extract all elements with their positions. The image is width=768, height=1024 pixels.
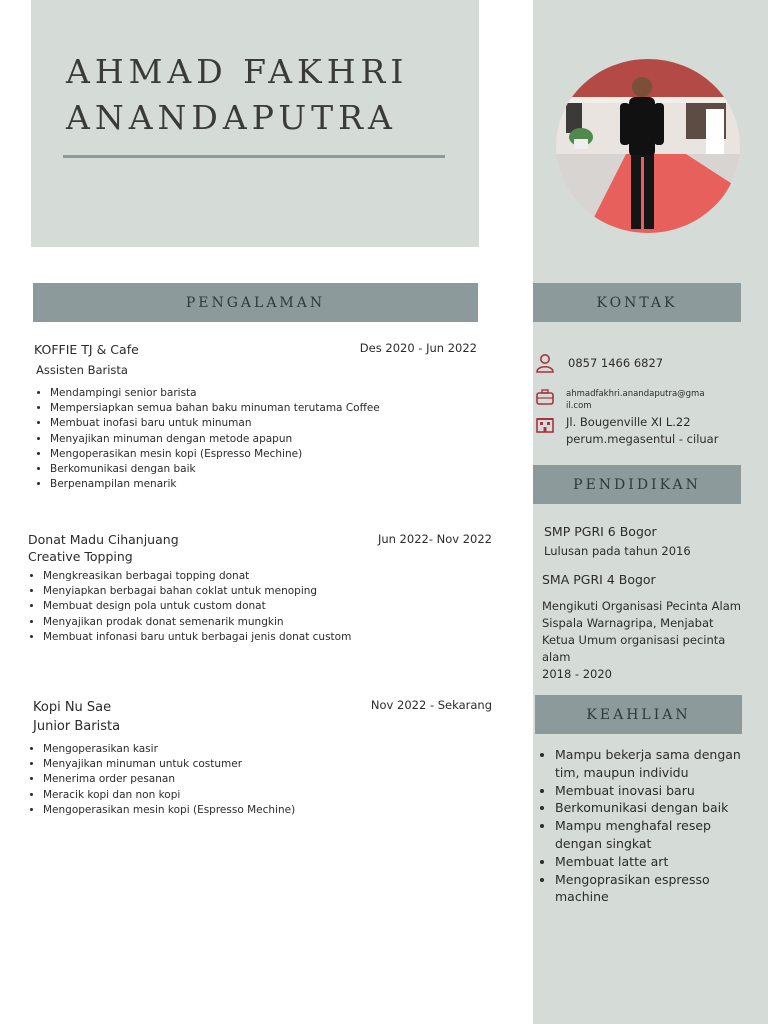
section-experience-bar xyxy=(33,283,478,322)
list-item: • Menyajikan prodak donat semenarik mungkin xyxy=(43,615,351,630)
name-divider xyxy=(63,155,445,158)
profile-photo xyxy=(556,59,740,233)
list-item: • Berpenampilan menarik xyxy=(50,477,380,492)
section-skills-bar xyxy=(535,695,742,734)
list-item: • Mempersiapkan semua bahan baku minuman terutama Coffee xyxy=(50,401,380,416)
list-item: • Mengoperasikan mesin kopi (Espresso Mechine) xyxy=(50,447,380,462)
section-experience-title: PENGALAMAN xyxy=(185,294,326,311)
list-item: • Mengoprasikan espresso machine xyxy=(555,871,760,907)
person-icon xyxy=(535,353,555,373)
list-item: • Membuat design pola untuk custom donat xyxy=(43,599,351,614)
list-item: • Mendampingi senior barista xyxy=(50,386,380,401)
list-item: • Menyajikan minuman dengan metode apapun xyxy=(50,432,380,447)
list-item: • Menerima order pesanan xyxy=(43,772,295,787)
name-second-line: ANANDAPUTRA xyxy=(66,98,397,137)
education-detail-line: Ketua Umum organisasi pecinta xyxy=(542,633,726,647)
job-duties-list xyxy=(27,569,351,645)
education-school: SMA PGRI 4 Bogor xyxy=(542,572,656,587)
list-item: • Mengoperasikan kasir xyxy=(43,742,295,757)
list-item: • Membuat latte art xyxy=(555,853,760,871)
contact-email xyxy=(566,388,705,412)
building-icon xyxy=(535,414,555,434)
contact-address-line2: perum.megasentul - ciluar xyxy=(566,432,719,446)
job-company: KOFFIE TJ & Cafe xyxy=(34,342,139,357)
education-detail-line: alam xyxy=(542,650,571,664)
list-item: • Membuat infonasi baru untuk berbagai jenis donat custom xyxy=(43,630,351,645)
section-contact-bar xyxy=(533,283,741,322)
education-school: SMP PGRI 6 Bogor xyxy=(544,524,657,539)
section-education-bar xyxy=(533,465,741,504)
education-details xyxy=(542,598,747,683)
job-dates: Jun 2022- Nov 2022 xyxy=(377,532,492,546)
job-dates: Nov 2022 - Sekarang xyxy=(370,698,492,712)
list-item: • Menyajikan minuman untuk costumer xyxy=(43,757,295,772)
section-education-title: PENDIDIKAN xyxy=(573,476,701,493)
contact-address xyxy=(566,414,718,448)
list-item: • Menyiapkan berbagai bahan coklat untuk menoping xyxy=(43,584,351,599)
job-company: Kopi Nu Sae xyxy=(33,700,112,715)
job-duties-list xyxy=(34,386,380,492)
contact-email-line1: ahmadfakhri.anandaputra@gma xyxy=(566,389,705,399)
list-item: • Mengoperasikan mesin kopi (Espresso Mechine) xyxy=(43,803,295,818)
contact-address-line1: Jl. Bougenville XI L.22 xyxy=(566,415,691,429)
name-first-line: AHMAD FAKHRI xyxy=(66,52,409,91)
name-header-box xyxy=(31,0,479,247)
education-detail-line: 2018 - 2020 xyxy=(542,667,612,681)
education-detail-line: Sispala Warnagripa, Menjabat xyxy=(542,616,714,630)
job-role: Creative Topping xyxy=(28,549,133,564)
list-item: • Membuat inofasi baru untuk minuman xyxy=(50,416,380,431)
list-item: • Mengkreasikan berbagai topping donat xyxy=(43,569,351,584)
skills-list xyxy=(539,746,760,906)
section-contact-title: KONTAK xyxy=(596,294,678,311)
job-dates: Des 2020 - Jun 2022 xyxy=(359,341,477,355)
list-item: • Berkomunikasi dengan baik xyxy=(555,799,760,817)
job-role: Assisten Barista xyxy=(36,363,128,377)
briefcase-icon xyxy=(535,387,555,407)
list-item: • Berkomunikasi dengan baik xyxy=(50,462,380,477)
list-item: • Meracik kopi dan non kopi xyxy=(43,788,295,803)
list-item: • Mampu bekerja sama dengan tim, maupun individu xyxy=(555,746,760,782)
job-company: Donat Madu Cihanjuang xyxy=(28,532,179,547)
list-item: • Mampu menghafal resep dengan singkat xyxy=(555,817,760,853)
job-duties-list xyxy=(27,742,295,818)
job-role: Junior Barista xyxy=(33,719,121,734)
contact-phone: 0857 1466 6827 xyxy=(568,356,664,370)
education-note: Lulusan pada tahun 2016 xyxy=(544,544,691,558)
list-item: • Membuat inovasi baru xyxy=(555,782,760,800)
section-skills-title: KEAHLIAN xyxy=(586,706,691,723)
education-detail-line: Mengikuti Organisasi Pecinta Alam xyxy=(542,599,741,613)
contact-email-line2: il.com xyxy=(566,401,592,411)
